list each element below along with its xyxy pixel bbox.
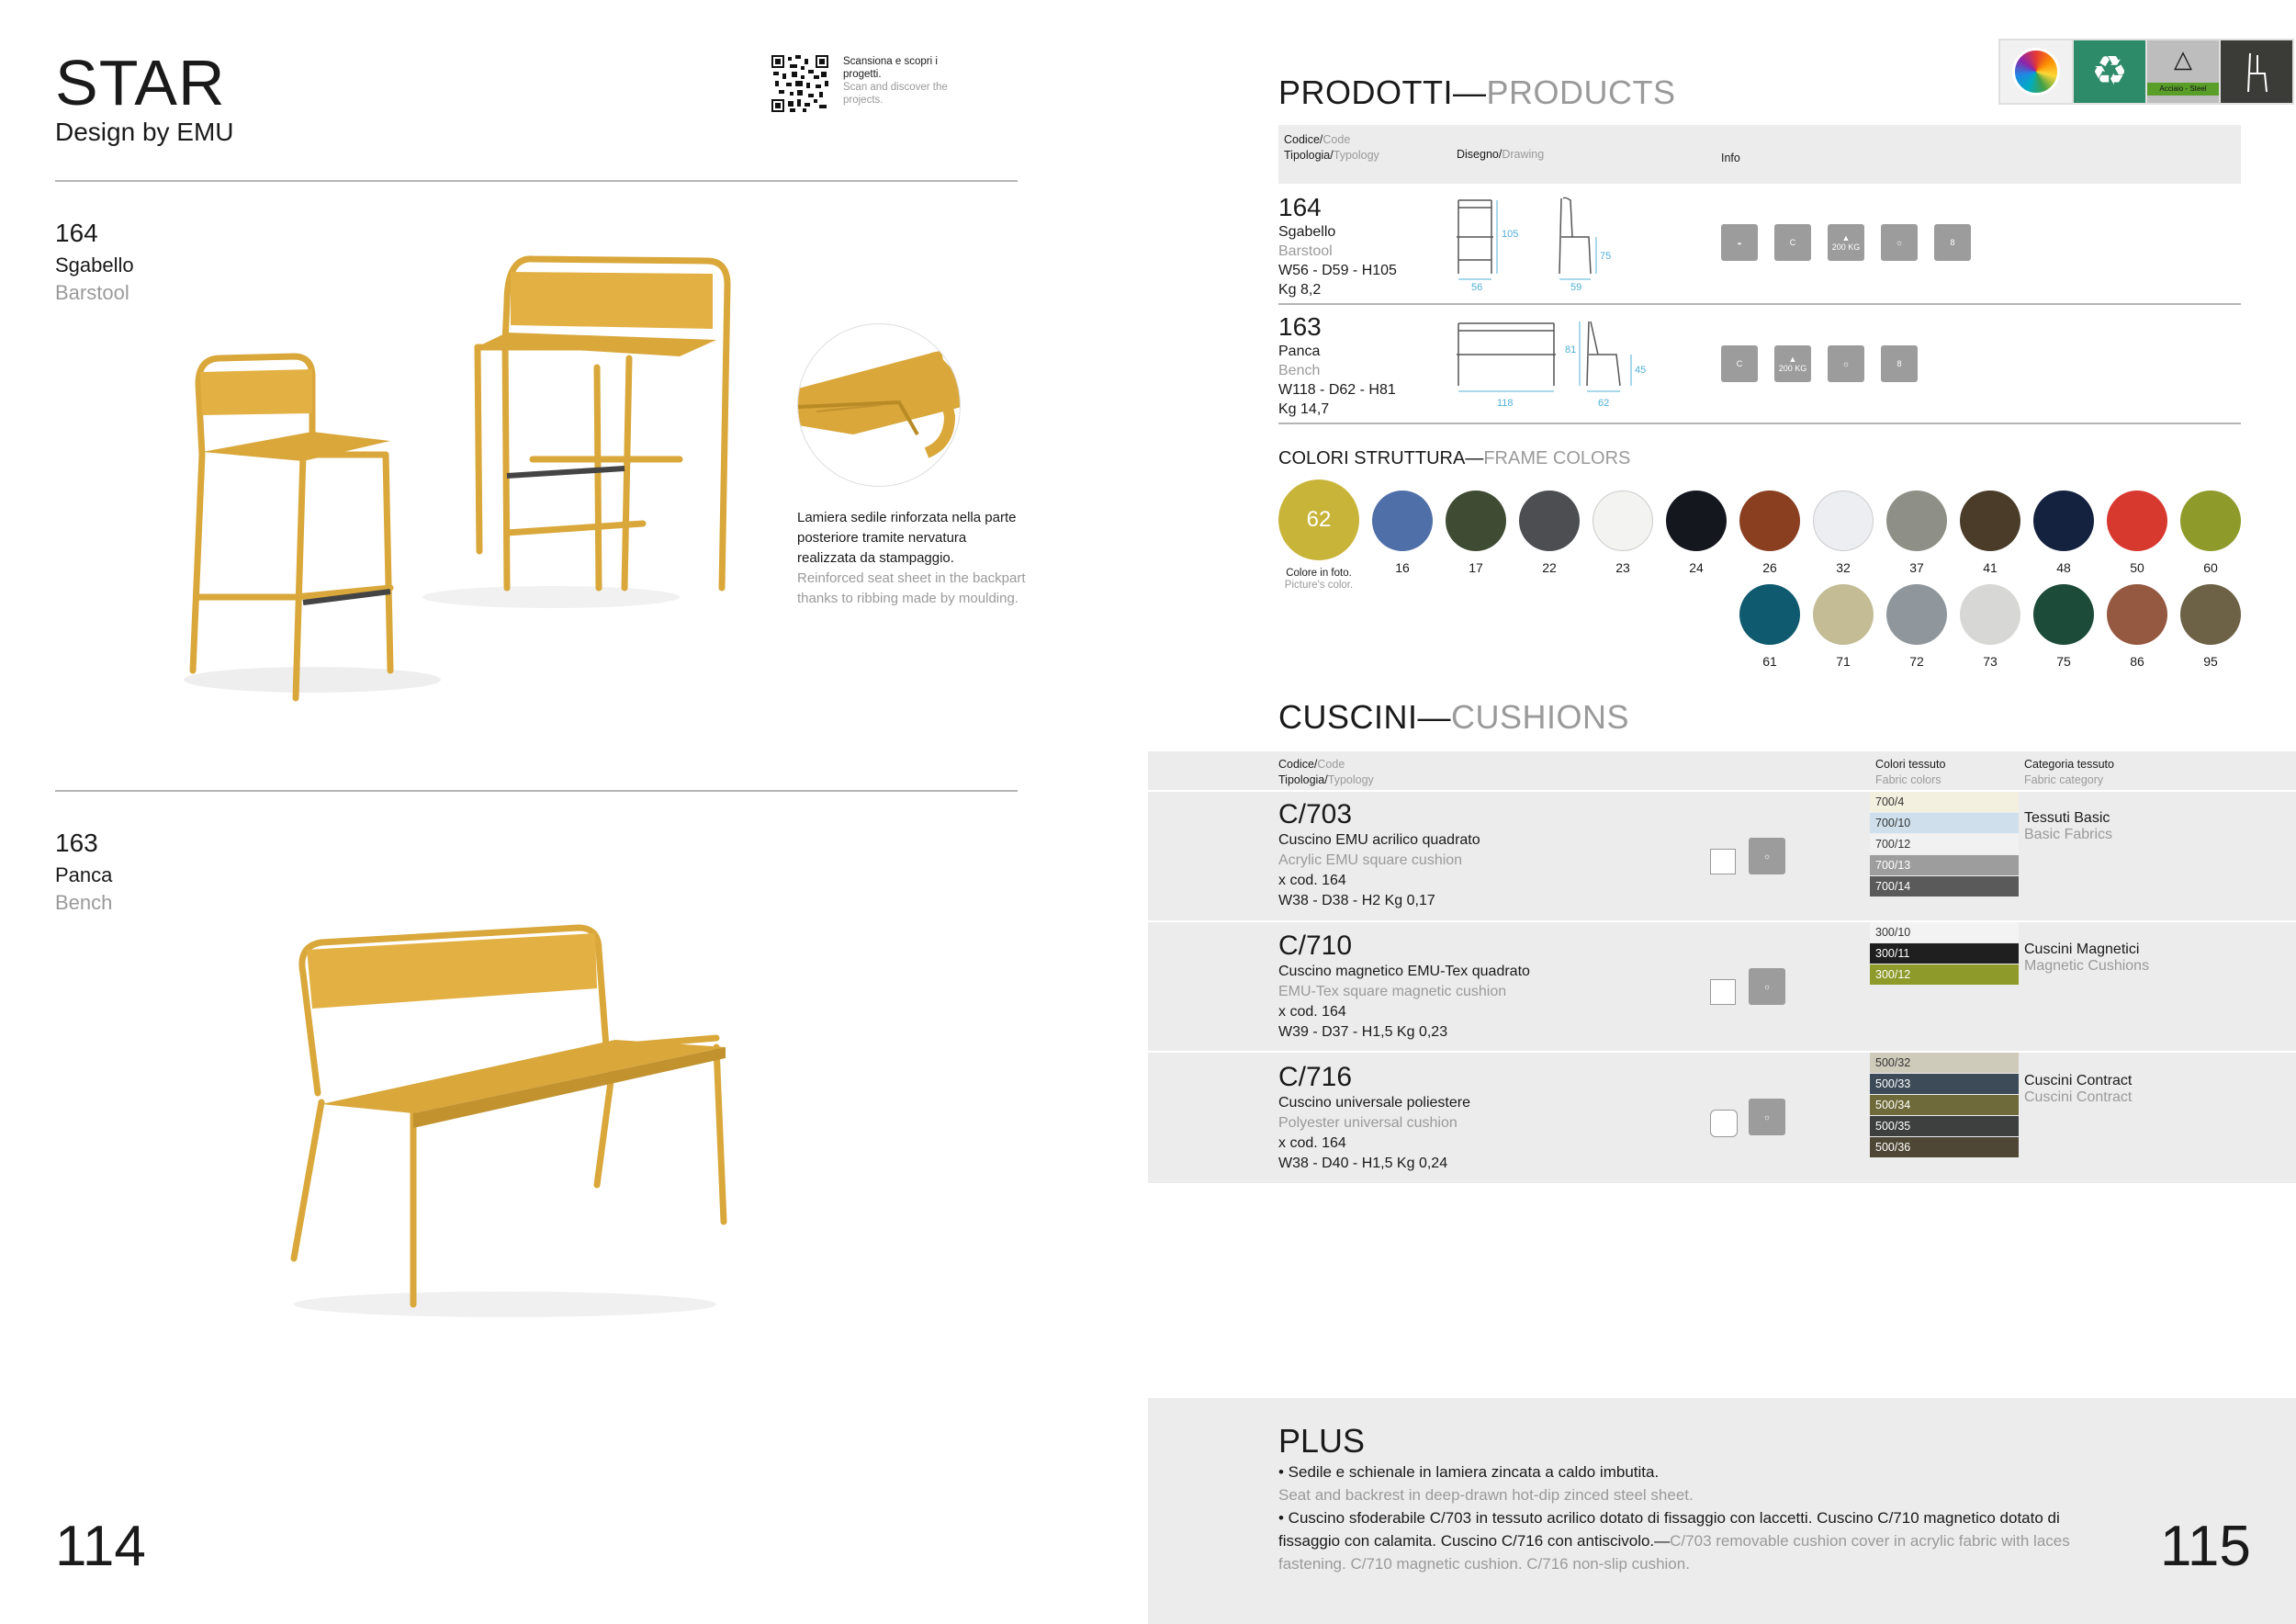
color-code-label: 50: [2130, 560, 2144, 575]
cushions-table-header: Codice/Code Tipologia/Typology Colori tessuto Fabric colors Categoria tessuto Fabric category: [1148, 751, 2296, 790]
fabric-chip-700-13[interactable]: 700/13: [1870, 855, 2019, 875]
color-swatch-23[interactable]: [1593, 491, 1653, 551]
color-swatch-22[interactable]: [1519, 491, 1580, 551]
cushion-c710-category: Cuscini Magnetici Magnetic Cushions: [2024, 942, 2150, 974]
dim-width: 118: [1497, 398, 1514, 409]
color-swatch-72[interactable]: [1886, 584, 1947, 645]
brand-title: STAR: [55, 47, 226, 118]
fabric-chip-700-14[interactable]: 700/14: [1870, 876, 2019, 897]
detail-note: Lamiera sedile rinforzata nella parte posteriore tramite nervatura realizzata da stampaggio. Reinforced seat sheet in the backpart thanks to ribbing made by moulding.: [797, 510, 1026, 606]
qr-code[interactable]: [771, 55, 828, 112]
dim-depth: 62: [1598, 398, 1610, 409]
plus-text: • Sedile e schienale in lamiera zincata a caldo imbutita. Seat and backrest in deep-drawn hot-dip zinced steel sheet. • Cuscino sfoderabile C/703 in tessuto acrilico dotato di fissaggio con laccetti. Cuscino C/710 magnetico dotato di fissaggio con calamita. Cuscino C/716 con antiscivolo.—C/703 removable cushion cover in acrylic fabric with laces fastening. C/710 magnetic cushion. C/716 non-slip cushion.: [1278, 1463, 2070, 1573]
product-row-164: 164 Sgabello Barstool W56 - D59 - H105 Kg 8,2: [1278, 193, 1397, 298]
products-title: PRODOTTI—PRODUCTS: [1278, 73, 1676, 111]
color-swatch-86[interactable]: [2107, 584, 2167, 645]
plus-title: PLUS: [1278, 1422, 1366, 1460]
steel-icon: △ Acciaio - Steel: [2147, 40, 2219, 103]
color-swatch-60[interactable]: [2180, 491, 2241, 551]
color-code-label: 73: [1983, 654, 1998, 669]
color-code-label: 60: [2203, 560, 2218, 575]
cushion-icon: ◒: [1721, 224, 1758, 261]
divider: [55, 180, 1018, 182]
stack-count-icon: 8: [1881, 345, 1918, 382]
cushion-c716-info: C/716 Cuscino universale poliestere Polyester universal cushion x cod. 164 W38 - D40 - H1,5 Kg 0,24: [1278, 1062, 1470, 1171]
color-swatch-16[interactable]: [1372, 491, 1433, 551]
page-number-left: 114: [55, 1515, 146, 1578]
weather-icon: ☼: [1828, 345, 1864, 382]
fabric-chip-500-35[interactable]: 500/35: [1870, 1116, 2019, 1136]
stack-count-icon: 8: [1934, 224, 1971, 261]
dim-depth: 59: [1570, 282, 1582, 292]
universal-cushion-icon: [1710, 1110, 1738, 1137]
color-code-label: 75: [2056, 654, 2071, 669]
featured-color-caption: Colore in foto. Picture's color.: [1284, 568, 1354, 591]
color-code-label: 48: [2056, 560, 2071, 575]
color-code-label: 32: [1836, 560, 1851, 575]
divider: [55, 790, 1018, 792]
cushion-c703-category: Tessuti Basic Basic Fabrics: [2024, 810, 2113, 842]
load-icon: ▲ 200 KG: [1774, 345, 1811, 382]
color-code-label: 37: [1909, 560, 1924, 575]
fabric-chip-500-33[interactable]: 500/33: [1870, 1074, 2019, 1094]
bench-image: [276, 909, 753, 1332]
color-code-label: 41: [1983, 560, 1998, 575]
color-swatch-95[interactable]: [2180, 584, 2241, 645]
color-swatch-26[interactable]: [1739, 491, 1800, 551]
color-swatch-61[interactable]: [1739, 584, 1800, 645]
color-code-label: 95: [2203, 654, 2218, 669]
color-swatch-71[interactable]: [1813, 584, 1874, 645]
fabric-chip-700-12[interactable]: 700/12: [1870, 834, 2019, 854]
weather-icon: ☼: [1749, 838, 1785, 874]
fabric-chip-300-11[interactable]: 300/11: [1870, 943, 2019, 964]
color-code-label: 16: [1395, 560, 1410, 575]
dim-height: 105: [1502, 229, 1519, 240]
color-code-label: 72: [1909, 654, 1924, 669]
color-code-label: 23: [1615, 560, 1630, 575]
barstool-drawing: [1451, 191, 1635, 292]
square-cushion-icon: [1710, 849, 1736, 874]
color-code-label: 71: [1836, 654, 1851, 669]
color-swatch-41[interactable]: [1960, 491, 2020, 551]
stackable-icon: C: [1721, 345, 1758, 382]
color-code-label: 17: [1469, 560, 1483, 575]
color-code-label: 22: [1542, 560, 1557, 575]
fabric-chip-500-36[interactable]: 500/36: [1870, 1137, 2019, 1157]
product-row-163: 163 Panca Bench W118 - D62 - H81 Kg 14,7: [1278, 312, 1396, 417]
dim-seat: 45: [1635, 365, 1647, 376]
stackable-icon: C: [1774, 224, 1811, 261]
product-164-label: 164 Sgabello Barstool: [55, 219, 134, 304]
designer-credit: Design by EMU: [55, 118, 234, 146]
color-code-label: 26: [1762, 560, 1777, 575]
fabric-chip-500-34[interactable]: 500/34: [1870, 1095, 2019, 1115]
color-wheel-icon: [2000, 40, 2072, 103]
badge-strip: [1998, 39, 2294, 105]
magnetic-cushion-icon: [1710, 979, 1736, 1005]
cushion-c703-info: C/703 Cuscino EMU acrilico quadrato Acrylic EMU square cushion x cod. 164 W38 - D38 - H2 Kg 0,17: [1278, 799, 1480, 908]
cushion-c710-info: C/710 Cuscino magnetico EMU-Tex quadrato EMU-Tex square magnetic cushion x cod. 164 W39 - D37 - H1,5 Kg 0,23: [1278, 930, 1530, 1040]
weather-icon: ☼: [1749, 968, 1785, 1005]
fabric-chip-500-32[interactable]: 500/32: [1870, 1053, 2019, 1073]
products-table-header: Codice/Code Tipologia/Typology Disegno/Drawing Info: [1278, 125, 2241, 184]
color-code-label: 24: [1689, 560, 1704, 575]
color-swatch-17[interactable]: [1446, 491, 1506, 551]
qr-caption: Scansiona e scopri i progetti. Scan and discover the projects.: [843, 56, 948, 106]
divider: [1278, 303, 2241, 305]
page-number-right: 115: [2160, 1515, 2251, 1578]
color-swatch-24[interactable]: [1666, 491, 1727, 551]
featured-color-swatch[interactable]: 62: [1278, 479, 1359, 560]
fabric-chip-300-10[interactable]: 300/10: [1870, 922, 2019, 942]
dim-width: 56: [1471, 282, 1483, 292]
fabric-chip-700-10[interactable]: 700/10: [1870, 813, 2019, 833]
divider: [1278, 423, 2241, 424]
color-swatch-32[interactable]: [1813, 491, 1874, 551]
load-icon: ▲ 200 KG: [1828, 224, 1864, 261]
recycle-icon: ♻: [2074, 40, 2145, 103]
weather-icon: ☼: [1749, 1099, 1785, 1135]
color-swatch-48[interactable]: [2033, 491, 2094, 551]
color-code-label: 61: [1762, 654, 1777, 669]
weather-icon: ☼: [1881, 224, 1918, 261]
bench-drawing: [1451, 312, 1671, 413]
color-swatch-73[interactable]: [1960, 584, 2020, 645]
seat-detail-image: [797, 323, 961, 487]
frame-colors-title: COLORI STRUTTURA—FRAME COLORS: [1278, 448, 1631, 468]
color-code-label: 86: [2130, 654, 2144, 669]
color-swatch-75[interactable]: [2033, 584, 2094, 645]
barstool-image: [165, 248, 753, 726]
chair-icon: [2221, 40, 2292, 103]
dim-height: 81: [1565, 344, 1577, 355]
color-swatch-50[interactable]: [2107, 491, 2167, 551]
cushion-c716-category: Cuscini Contract Cuscini Contract: [2024, 1073, 2133, 1105]
product-163-label: 163 Panca Bench: [55, 829, 113, 914]
cushions-title: CUSCINI—CUSHIONS: [1278, 698, 1630, 736]
color-swatch-37[interactable]: [1886, 491, 1947, 551]
dim-seat: 75: [1600, 251, 1612, 262]
fabric-chip-700-4[interactable]: 700/4: [1870, 792, 2019, 812]
fabric-chip-300-12[interactable]: 300/12: [1870, 964, 2019, 985]
